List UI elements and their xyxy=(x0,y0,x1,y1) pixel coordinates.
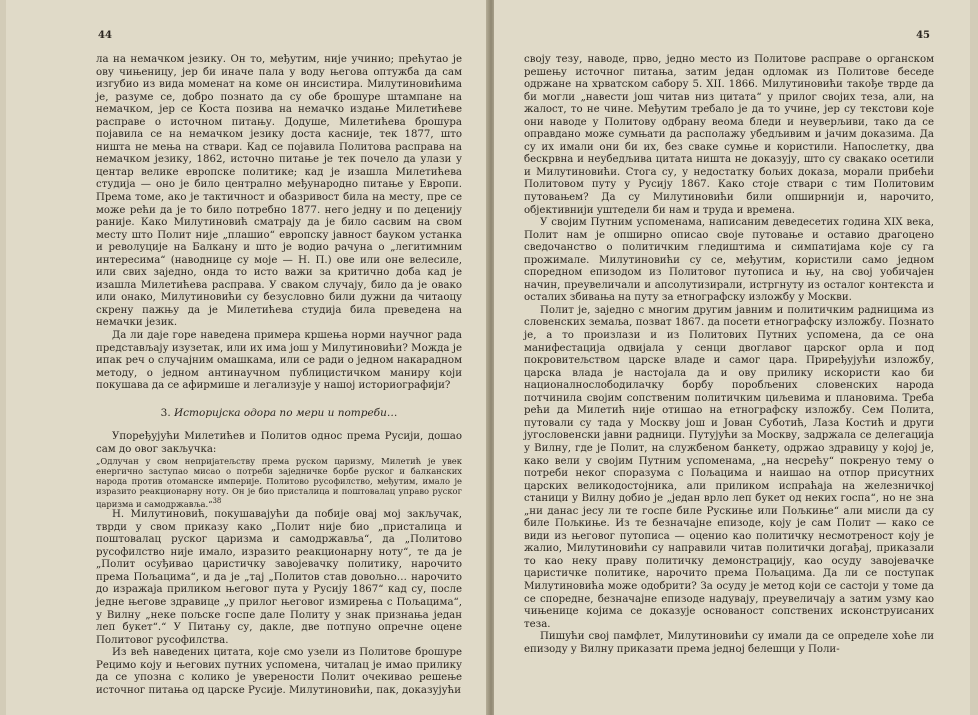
paragraph: Упоређујући Милетићев и Политов однос према Русији, дошао сам до овог закључка: xyxy=(96,431,462,455)
right-page xyxy=(494,0,970,715)
section-heading xyxy=(96,407,462,420)
paragraph: ла на немачком језику. Он то, међутим, није учинио; прећутао је ову чињеницу, јер би иначе пала у воду његова оптужба да сам изгубио из вида моменат на коме он инсистира. Милутиновићима је, разуме се, добро познато да су обе брошуре штампане на немачком, јер се Коста позива на немачко издање Милетићеве расправе о источном питању. Додуше, Милетићева брошура појавила се на немачком језику доста касније, тек 1877, што ништа не мења на ствари. Кад се појавила Политова расправа на немачком језику, 1862, источно питање је тек почело да улази у центар велике европске политике; кад је изашла Милетићева студија — оно је било централно међународно питање у Европи. Према томе, ако је тактичност и обазривост била на месту, пре се може рећи да је то било потребно 1877. него једну и по деценију раније. Како Милутиновић сматрају да је било сасвим на свом месту што Полит није „плашио“ европску јавност бауком устанка и револуције на Балкану и што је водио рачуна о „легитимним интересима“ (наводнице су моје — Н. П.) ове или оне велесиле, или свих заједно, онда то исто важи за критично доба кад је изашла Милетићева расправа. У сваком случају, било да је овако или онако, Милутиновићи су безусловно били дужни да читаоцу скрену пажњу да је Милетићева студија била преведена на немачки језик. xyxy=(96,54,462,329)
page-number: 45 xyxy=(916,30,930,41)
paragraph: Да ли даје горе наведена примера кршења норми научног рада представљају изузетак, или их има још у Милутиновићи? Можда је ипак реч о случајним омашкама, или се ради о једном накарадном методу, о једном антинаучном публицистичком маниру који покушава да се афирмише и легализује у нашој историографији? xyxy=(96,330,462,392)
paragraph: Полит је, заједно с многим другим јавним и политичким радницима из словенских земаља, позват 1867. да посети етнографску изложбу. Познато је, а то произлази и из Политових Путних успомена, да се она манифестација одвијала у сенци двоглавог царског орла и под покровитељством царске владе и самог цара. Приређујући изложбу, царска влада је настојала да и ову прилику искористи као би националнослободилачку борбу поробљених словенских народа потчинила својим сопственим политичким циљевима и плановима. Треба рећи да Милетић није отишао на етнографску изложбу. Сем Полита, путовали су тада у Москву још и Јован Суботић, Лаза Костић и други југословенски јавни радници. Путујући за Москву, задржала се делегација у Вилну, где је Полит, на службеном банкету, одржао здравицу у којој је, како вели у својим Путним успоменама, „на несрећу“ покренуо тему о потреби неког споразума с Пољацима и наишао на отпор присутних царских великодостојника, али приликом испраћаја на железничкој станици у Вилну добио је „један врло леп букет од неких госпа“, но не зна „ни данас јесу ли те госпе биле Рускиње или Пољкиње“ али мисли да су биле Пољкиње. Из те безначајне епизоде, коју је сам Полит — како се види из његовог путописа — оценио као политичку несмотреност коју је жалио, Милутиновићи су направили читав политички догађај, приказали то као неку праву политичку демонстрацију, као осуду завојевачке царистичке политике, нарочито према Пољацима. Да ли се поступак Милутиновића може одобрити? За осуду је метод који се састоји у томе да се споредне, безначајне епизоде надувају, преувеличају а затим узму као чињенице којима се доказује основаност сопствених исконструисаних теза. xyxy=(524,304,934,630)
paragraph: Н. Милутиновић, покушавајући да побије овај мој закључак, тврди у свом приказу како „Полит није био „присталица и поштовалац руског царизма и самодржавља“, да „Политово русофилство није имало, изразито реакционарну ноту“, те да је „Полит осуђивао царистичку завојевачку политику, нарочито према Пољацима“, и да је „тај „Политов став довољно… нарочито до изражаја приликом његовог пута у Русију 1867“ кад су, после једне његове здравице „у прилог његовог измирења с Пољацима“, у Вилну „неке пољске госпе дале Политу у знак признања један леп букет“.“ У Питању су, дакле, две потпуно опречне оцене Политовог русофилства. xyxy=(96,509,462,646)
left-page-body xyxy=(96,54,462,697)
block-quote xyxy=(96,456,462,509)
quote-text: „Одлучан у свом непријатељству према руском царизму, Милетић је увек енергично заступао мисао о потреби заједничке борбе руског и балканских народа против отоманске империје. Политово русофилство, међутим, имало је изразито реакционарну ноту. Он је био присталица и поштовалац управо руског царизма и самодржавља.“ xyxy=(96,456,462,510)
section-number: 3. xyxy=(160,406,171,419)
paragraph: Из већ наведених цитата, које смо узели из Политове брошуре Рецимо коју и његових путних успомена, читалац је имао прилику да се упозна с колико је уверености Полит очекивао решење источног питања од царске Русије. Милутиновићи, пак, доказујући xyxy=(96,647,462,696)
right-page-body xyxy=(524,54,934,656)
section-title: Историјска одора по мери и потреби… xyxy=(174,406,398,419)
page-number: 44 xyxy=(98,30,112,41)
paragraph: своју тезу, наводе, прво, једно место из Политове расправе о органском решењу источног питања, затим један одломак из Политове беседе одржане на хрватском сабору 5. XII. 1866. Милутиновићи такође тврде да би могли „навести још читав низ цитата“ у прилог својих теза, али, на жалост, то не чине. Међутим требало је да то учине, јер су текстови које они наводе у Политову одбрану веома бледи и неуверљиви, тако да се оправдано може сумњати да располажу убедљивим и јачим доказима. Да су их имали они би их, без сваке сумње и користили. Напослетку, два бескрвна и неубедљива цитата ништа не доказују, што су свакако осетили и Милутиновићи. Стога су, у недостатку бољих доказа, морали прибећи Политовом путу у Русију 1867. Како стоје ствари с тим Политовим путовањем? Да су Милутиновићи били опширнији и, нарочито, објективнији уштедели би нам и труда и времена. xyxy=(524,54,934,216)
paragraph: Пишући свој памфлет, Милутиновићи су имали да се определе хоће ли епизоду у Вилну приказати према једној белешци у Поли- xyxy=(524,631,934,655)
footnote-ref: 38 xyxy=(212,497,222,506)
left-page xyxy=(6,0,488,715)
paragraph: У својим Путним успоменама, написаним деведесетих година XIX века, Полит нам је опширно описао своје путовање и оставио драгоцено сведочанство о политичким гледиштима и симпатијама које су га прожимале. Милутиновићи су се, међутим, користили само једном споредном епизодом из Политовог путописа и њу, на свој уобичајен начин, преувеличали и апсолутизирали, истргнуту из осталог контекста и осталих збивања на путу за етнографску изложбу у Москви. xyxy=(524,217,934,304)
